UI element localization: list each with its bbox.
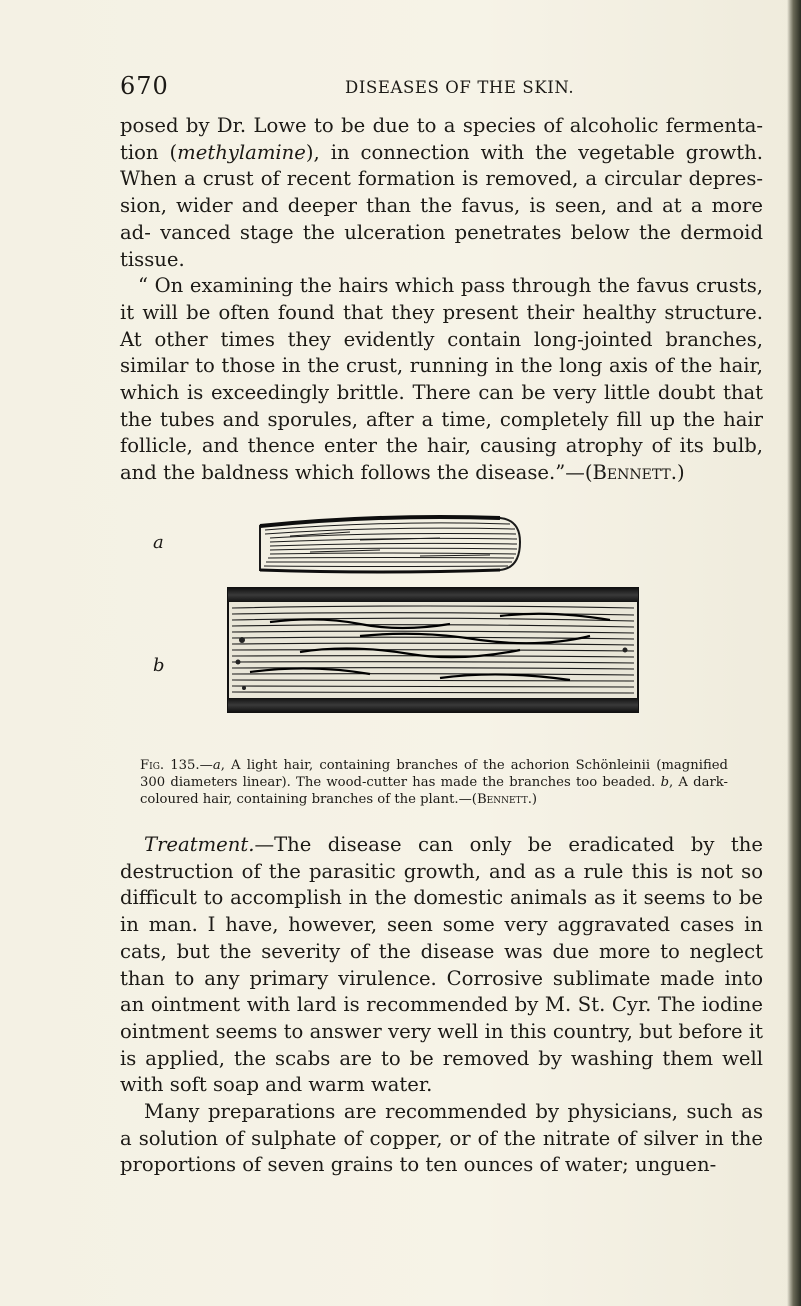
text-line: causing atrophy of its bulb, and the baldness which follows the [120, 434, 763, 485]
paragraph-text: Many preparations are recommended by physicians, such as a solution of sulphate of copper, or of the nitrate of silver in the proportions of seven grains to ten ounces of water; unguen- [120, 1100, 763, 1177]
text-line: posed by Dr. Lowe to be due to a species of alcoholic fermenta- [120, 114, 763, 137]
hair-a-illustration [260, 517, 520, 572]
caption-label-a: a [212, 758, 221, 773]
figure-label-a: a [153, 532, 164, 553]
running-head: DISEASES OF THE SKIN. [345, 78, 575, 97]
text-line: .) [670, 461, 685, 485]
text-line: tion ( [120, 140, 178, 164]
text-line: branches, similar to those in the crust, running in the long [120, 327, 763, 378]
caption-citation: Bennett [476, 792, 528, 807]
paragraph-text [120, 113, 763, 273]
section-heading: Treatment. [144, 833, 255, 856]
text-line: sion, wider and deeper than the favus, is seen, and at a more ad- [120, 194, 763, 244]
caption-text: .) [527, 792, 538, 807]
preparations-paragraph [120, 1099, 763, 1179]
page-header [120, 72, 760, 106]
text-line: crusts, it will be often found that they present their healthy [120, 274, 763, 324]
text-line: axis of the hair, which is exceedingly brittle. There can be [120, 354, 764, 405]
italic-term: methylamine [177, 140, 306, 164]
figure-135 [120, 512, 763, 752]
hair-engravings [120, 512, 763, 752]
treatment-section [120, 832, 763, 1179]
page-edge-shadow [787, 0, 801, 1306]
figure-label-b: b [153, 655, 165, 676]
text-line: disease.”—( [475, 461, 593, 485]
text-line: structure. At other times they evidently contain long-jointed [120, 300, 763, 351]
paragraph-favus-description [120, 113, 763, 487]
hair-b-illustration [228, 588, 638, 712]
text-line: “ On examining the hairs which pass through the favus [138, 274, 690, 298]
text-line: When a crust of recent formation is removed, a circular depres- [120, 167, 763, 191]
treatment-paragraph [120, 832, 763, 1099]
figure-number: Fig. 135.— [140, 758, 213, 773]
caption-text: , A dark-coloured hair, containing branches of the plant.—( [140, 775, 728, 807]
caption-label-b: b [660, 775, 670, 790]
citation-author: Bennett [592, 461, 671, 485]
text-line: vanced stage the ulceration penetrates below the dermoid tissue. [120, 220, 763, 271]
caption-text: , A light hair, containing branches of the achorion Schönleinii (magnified 300 diameters linear). The wood-cutter has made the branches too beaded. [140, 758, 728, 790]
paragraph-text: —The disease can only be eradicated by the destruction of the parasitic growth, and as a rule this is not so difficult to accomplish in the domestic animals as it seems to be in man. I have, however, seen some very aggravated cases in cats, but the severity of the disease was due more to neglect than to any primary virulence. Corrosive sublimate made into an ointment with lard is recommended by M. St. Cyr. The iodine ointment seems to answer very well in this country, but before it is applied, the scabs are to be removed by washing them well with soft soap and warm water. [120, 833, 763, 1097]
figure-caption [140, 757, 728, 808]
quoted-paragraph [120, 273, 763, 487]
text-line: very little doubt that the tubes and sporules, after a time, [120, 381, 764, 431]
text-line: completely fill up the hair follicle, and thence enter the hair, [120, 407, 764, 458]
page-number: 670 [120, 72, 169, 100]
text-line: ), in connection with the vegetable growth. [305, 140, 763, 164]
